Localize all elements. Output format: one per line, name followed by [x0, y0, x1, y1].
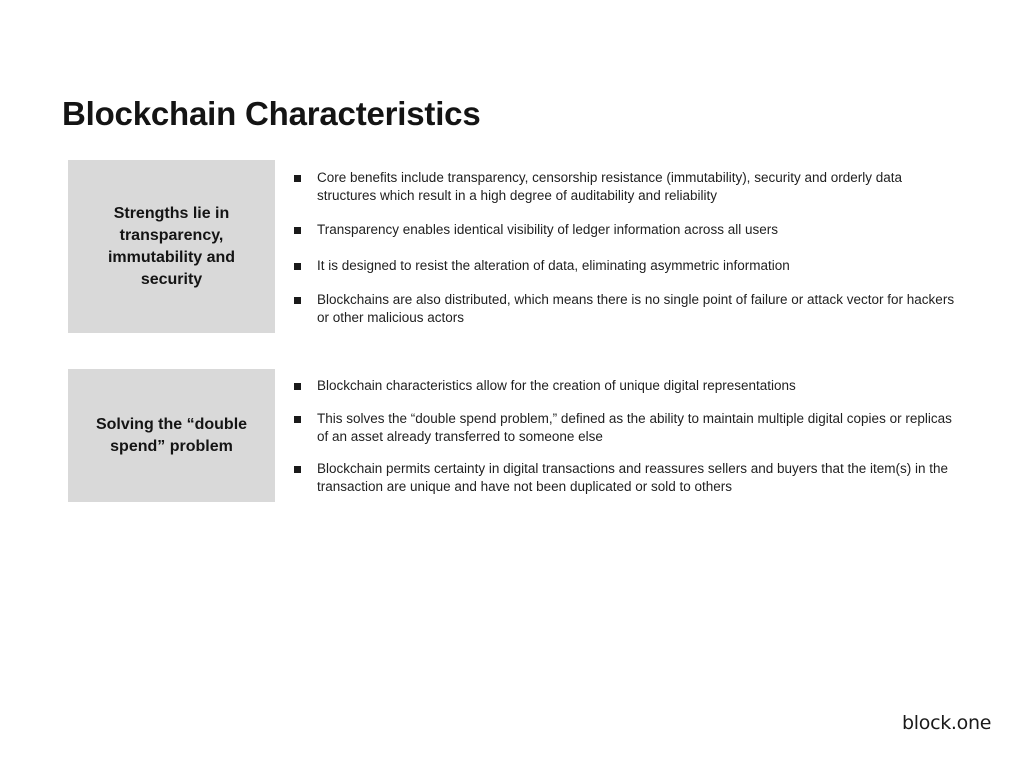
bullet-square-icon: [294, 416, 301, 423]
bullet-square-icon: [294, 175, 301, 182]
bullet-item: [294, 291, 964, 327]
brand-logo: block.one: [902, 712, 992, 734]
bullet-text: It is designed to resist the alteration of data, eliminating asymmetric information: [317, 258, 790, 273]
bullet-item: [294, 460, 964, 496]
bullet-text: Blockchains are also distributed, which means there is no single point of failure or attack vector for hackers or other malicious actors: [317, 292, 955, 325]
bullet-item: [294, 410, 964, 446]
bullet-square-icon: [294, 383, 301, 390]
section-double-spend: [68, 369, 958, 502]
bullet-item: [294, 377, 964, 395]
section-label: Solving the “double spend” problem: [95, 415, 248, 455]
bullet-square-icon: [294, 466, 301, 473]
bullet-text: Transparency enables identical visibility of ledger information across all users: [317, 222, 778, 237]
section-strengths: [68, 160, 958, 333]
section-label: Strengths lie in transparency, immutability and security: [107, 204, 236, 288]
bullet-item: [294, 221, 964, 239]
slide-title: Blockchain Characteristics: [62, 95, 481, 132]
bullet-square-icon: [294, 227, 301, 234]
bullet-item: [294, 169, 964, 205]
section-label-box: [68, 160, 275, 333]
bullet-item: [294, 257, 964, 275]
bullet-square-icon: [294, 297, 301, 304]
bullet-text: Blockchain permits certainty in digital transactions and reassures sellers and buyers that the item(s) in the transaction are unique and have not been duplicated or sold to others: [317, 461, 949, 494]
bullet-text: Core benefits include transparency, censorship resistance (immutability), security and orderly data structures which result in a high degree of auditability and reliability: [317, 170, 903, 203]
bullet-square-icon: [294, 263, 301, 270]
bullet-text: This solves the “double spend problem,” defined as the ability to maintain multiple digital copies or replicas of an asset already transferred to someone else: [317, 411, 952, 444]
bullet-text: Blockchain characteristics allow for the creation of unique digital representations: [317, 378, 796, 393]
section-label-box: [68, 369, 275, 502]
